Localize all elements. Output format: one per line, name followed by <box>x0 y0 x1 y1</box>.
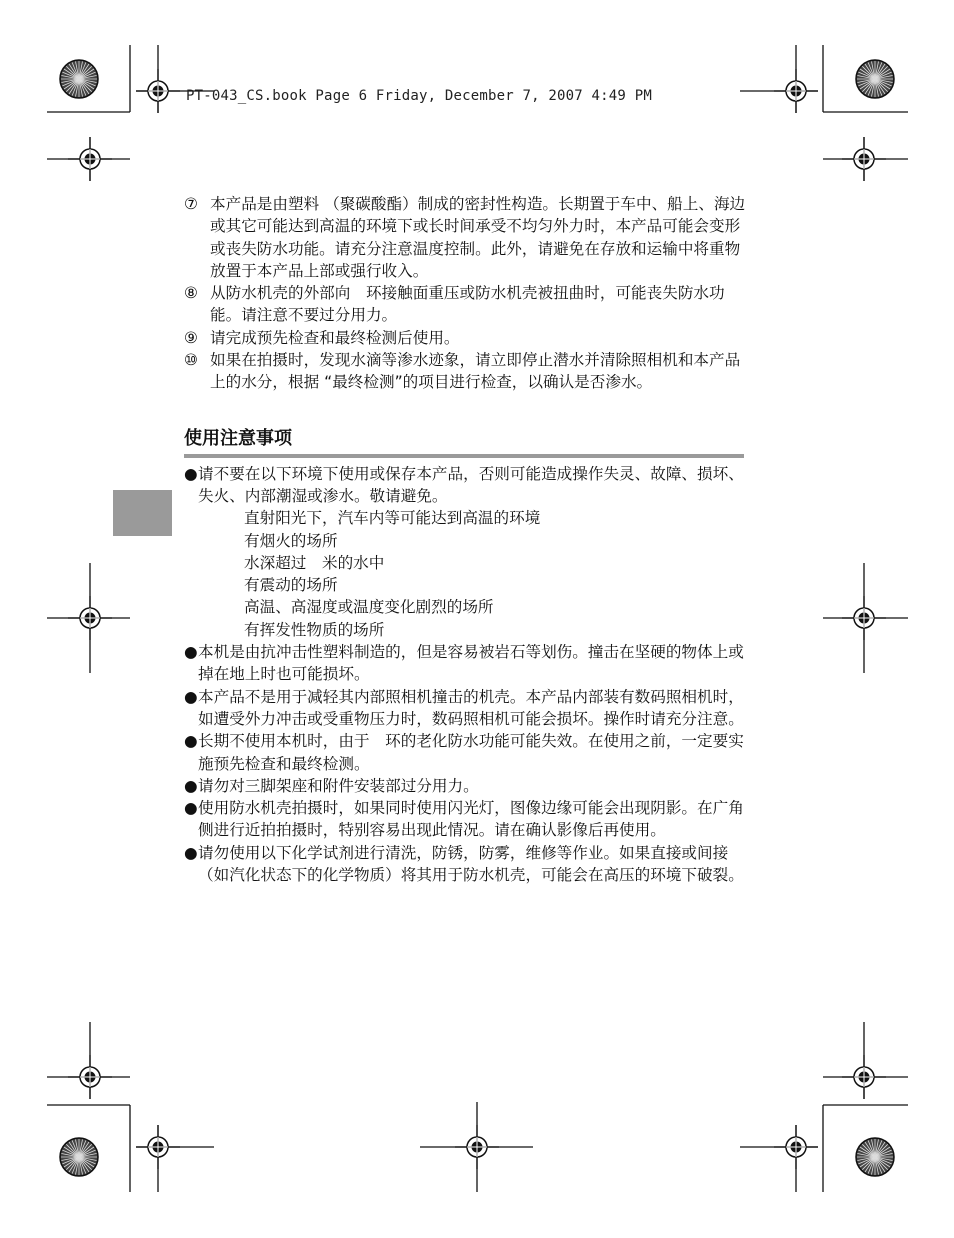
note-number: ⑦ <box>184 195 198 213</box>
section-heading: 使用注意事项 <box>184 427 292 449</box>
bullet-text: 本机是由抗冲击性塑料制造的，但是容易被岩石等划伤。撞击在坚硬的物体上或掉在地上时也可能损坏。 <box>198 643 744 684</box>
bullet-marker: ● <box>184 799 198 818</box>
bullet-item <box>184 463 746 641</box>
book-info-header: PT-043_CS.book Page 6 Friday, December 7, 2007 4:49 PM <box>186 88 652 104</box>
bullet-text: 请不要在以下环境下使用或保存本产品，否则可能造成操作失灵、故障、损坏、失火、内部潮湿或渗水。敬请避免。 <box>198 464 744 505</box>
bullet-item <box>184 797 746 842</box>
note-item <box>184 282 746 327</box>
bullet-item <box>184 775 746 797</box>
precautions-list <box>184 463 746 887</box>
environment-list <box>198 507 746 641</box>
bullet-text: 长期不使用本机时，由于 环的老化防水功能可能失效。在使用之前，一定要实施预先检查和最终检测。 <box>198 732 744 773</box>
bullet-marker: ● <box>184 687 198 706</box>
note-number: ⑩ <box>184 351 198 370</box>
numbered-notes <box>184 193 746 394</box>
note-text: 本产品是由塑料 （聚碳酸酯）制成的密封性构造。长期置于车中、船上、海边或其它可能达到高温的环境下或长时间承受不均匀外力时，本产品可能会变形或丧失防水功能。请充分注意温度控制。此外，请避免在存放和运输中将重物放置于本产品上部或强行收入。 <box>210 195 746 280</box>
note-number: ⑧ <box>184 284 198 303</box>
note-number: ⑨ <box>184 328 198 347</box>
bullet-item <box>184 686 746 731</box>
note-text: 请完成预先检查和最终检测后使用。 <box>210 328 460 347</box>
bullet-item <box>184 842 746 887</box>
note-item <box>184 327 746 349</box>
bullet-item <box>184 730 746 775</box>
note-item <box>184 193 746 282</box>
page-content <box>184 193 746 886</box>
environment-item: 高温、高湿度或温度变化剧烈的场所 <box>244 598 494 617</box>
section-tab-marker <box>113 490 172 536</box>
note-text: 如果在拍摄时，发现水滴等渗水迹象，请立即停止潜水并清除照相机和本产品上的水分，根据 “最终检测”的项目进行检查，以确认是否渗水。 <box>210 351 741 392</box>
bullet-marker: ● <box>184 464 198 483</box>
bullet-marker: ● <box>184 776 198 795</box>
environment-item: 直射阳光下，汽车内等可能达到高温的环境 <box>244 509 541 528</box>
heading-underline <box>184 454 744 458</box>
bullet-marker: ● <box>184 732 198 751</box>
bullet-marker: ● <box>184 843 198 862</box>
environment-item: 有挥发性物质的场所 <box>244 620 385 639</box>
environment-item: 有烟火的场所 <box>244 531 338 550</box>
bullet-text: 请勿对三脚架座和附件安装部过分用力。 <box>198 776 479 795</box>
bullet-text: 本产品不是用于减轻其内部照相机撞击的机壳。本产品内部装有数码照相机时，如遭受外力冲击或受重物压力时，数码照相机可能会损坏。操作时请充分注意。 <box>198 687 744 728</box>
bullet-text: 使用防水机壳拍摄时，如果同时使用闪光灯，图像边缘可能会出现阴影。在广角侧进行近拍拍摄时，特别容易出现此情况。请在确认影像后再使用。 <box>198 799 744 840</box>
note-item <box>184 349 746 394</box>
bullet-item <box>184 641 746 686</box>
bullet-marker: ● <box>184 643 198 662</box>
bullet-text: 请勿使用以下化学试剂进行清洗，防锈，防雾，维修等作业。如果直接或间接 （如汽化状态下的化学物质）将其用于防水机壳，可能会在高压的环境下破裂。 <box>198 843 744 885</box>
note-text: 从防水机壳的外部向 环接触面重压或防水机壳被扭曲时，可能丧失防水功能。请注意不要过分用力。 <box>210 284 725 325</box>
environment-item: 有震动的场所 <box>244 576 338 595</box>
environment-item: 水深超过 米的水中 <box>244 553 385 572</box>
